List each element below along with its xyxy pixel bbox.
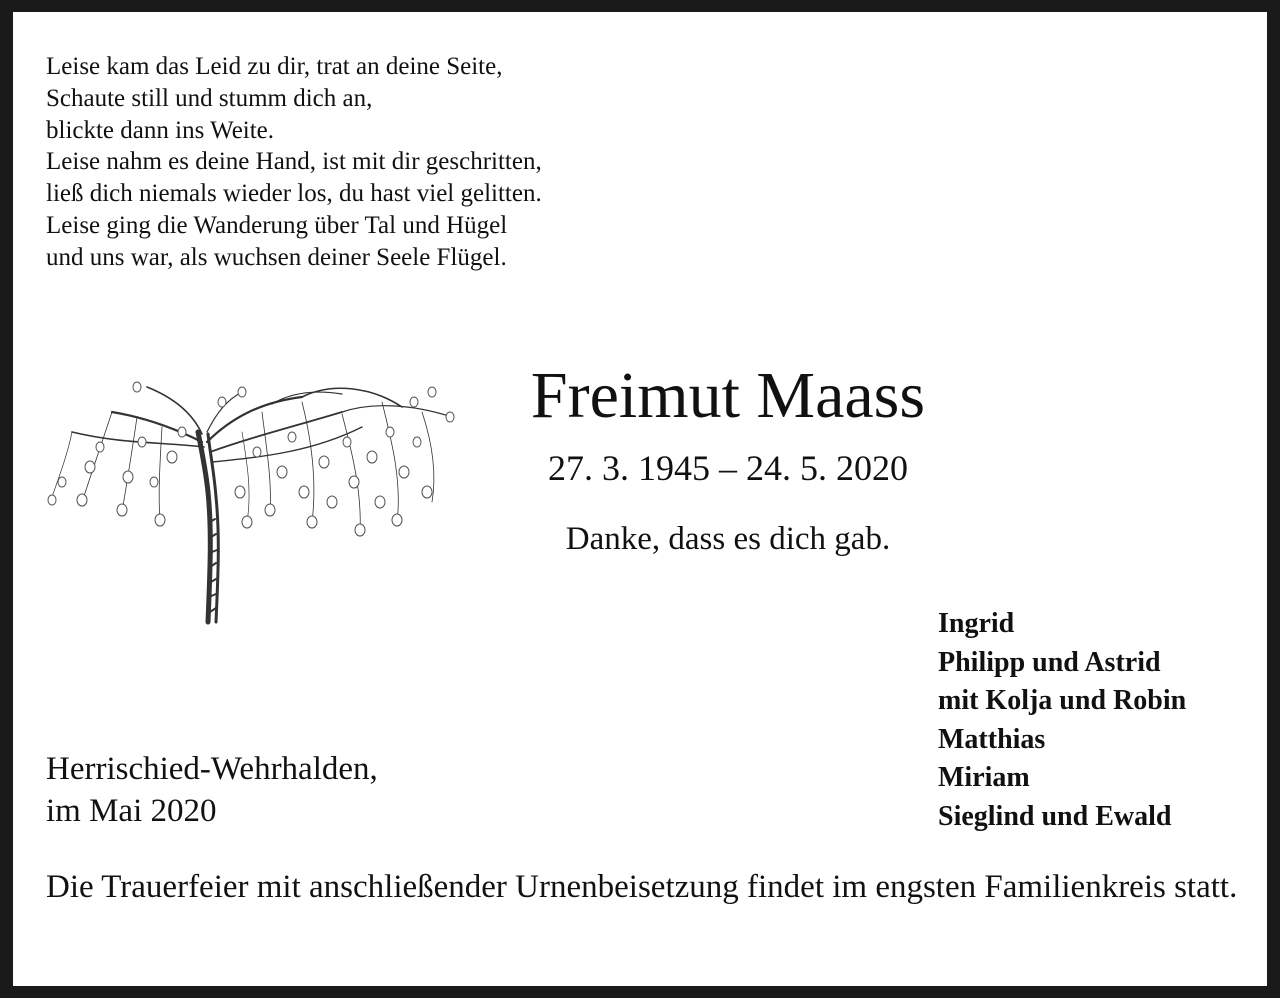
poem-line: Leise kam das Leid zu dir, trat an deine Seite, [46,53,503,80]
place-and-date [46,748,546,832]
poem-line: und uns war, als wuchsen deiner Seele Flügel. [46,243,507,271]
family-list [938,605,1258,836]
place-line: Herrischied-Wehrhalden, [46,751,378,787]
poem-line: ließ dich niemals wieder los, du hast viel gelitten. [46,180,542,208]
family-member: Miriam [938,762,1030,793]
life-dates: 27. 3. 1945 – 24. 5. 2020 [548,448,908,488]
poem-line: Leise ging die Wanderung über Tal und Hügel [46,211,508,239]
poem-line: blickte dann ins Weite. [46,116,275,144]
poem-line: Leise nahm es deine Hand, ist mit dir geschritten, [46,148,542,176]
family-member: Matthias [938,723,1046,755]
thanks-line: Danke, dass es dich gab. [565,521,891,557]
funeral-notice: Die Trauerfeier mit anschließender Urnenbeisetzung findet im engsten Familienkreis statt. [46,869,1238,905]
family-member: Sieglind und Ewald [938,800,1172,832]
date-line: im Mai 2020 [46,793,217,829]
birch-tree-icon [42,372,462,627]
poem [46,51,666,274]
family-member: Philipp und Astrid [938,646,1161,678]
poem-line: Schaute still und stumm dich an, [46,84,373,112]
family-member: mit Kolja und Robin [938,685,1187,716]
family-member: Ingrid [938,608,1015,639]
deceased-name: Freimut Maass [530,359,926,432]
